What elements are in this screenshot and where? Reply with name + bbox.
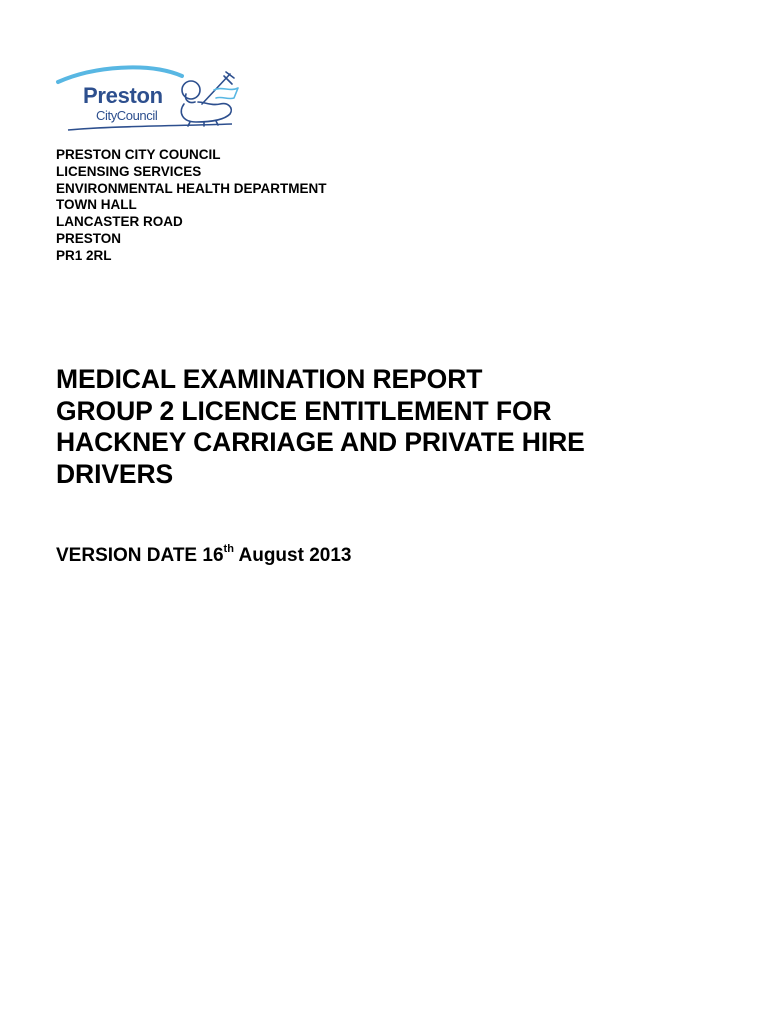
version-date — [56, 541, 351, 571]
version-prefix: VERSION DATE 16 — [56, 545, 224, 566]
address-line: TOWN HALL — [56, 197, 137, 213]
title-line: DRIVERS — [56, 458, 174, 489]
logo-subname: CityCouncil — [96, 108, 158, 123]
title-line: HACKNEY CARRIAGE AND PRIVATE HIRE — [56, 427, 585, 457]
version-suffix: August 2013 — [233, 545, 352, 566]
address-line: LICENSING SERVICES — [56, 163, 202, 179]
address-line: PRESTON — [56, 230, 122, 246]
preston-city-council-logo — [54, 64, 244, 140]
title-line: GROUP 2 LICENCE ENTITLEMENT FOR — [56, 395, 552, 426]
address-line: PR1 2RL — [56, 247, 112, 263]
lamb-and-flag-icon — [181, 72, 238, 126]
council-address-block — [56, 147, 327, 265]
address-line: PRESTON CITY COUNCIL — [56, 147, 221, 162]
version-ordinal: th — [223, 543, 234, 555]
title-line: MEDICAL EXAMINATION REPORT — [56, 364, 483, 394]
address-line: LANCASTER ROAD — [56, 214, 183, 230]
address-line: ENVIRONMENTAL HEALTH DEPARTMENT — [56, 180, 327, 196]
logo-name: Preston — [83, 83, 163, 108]
document-title — [56, 364, 696, 490]
